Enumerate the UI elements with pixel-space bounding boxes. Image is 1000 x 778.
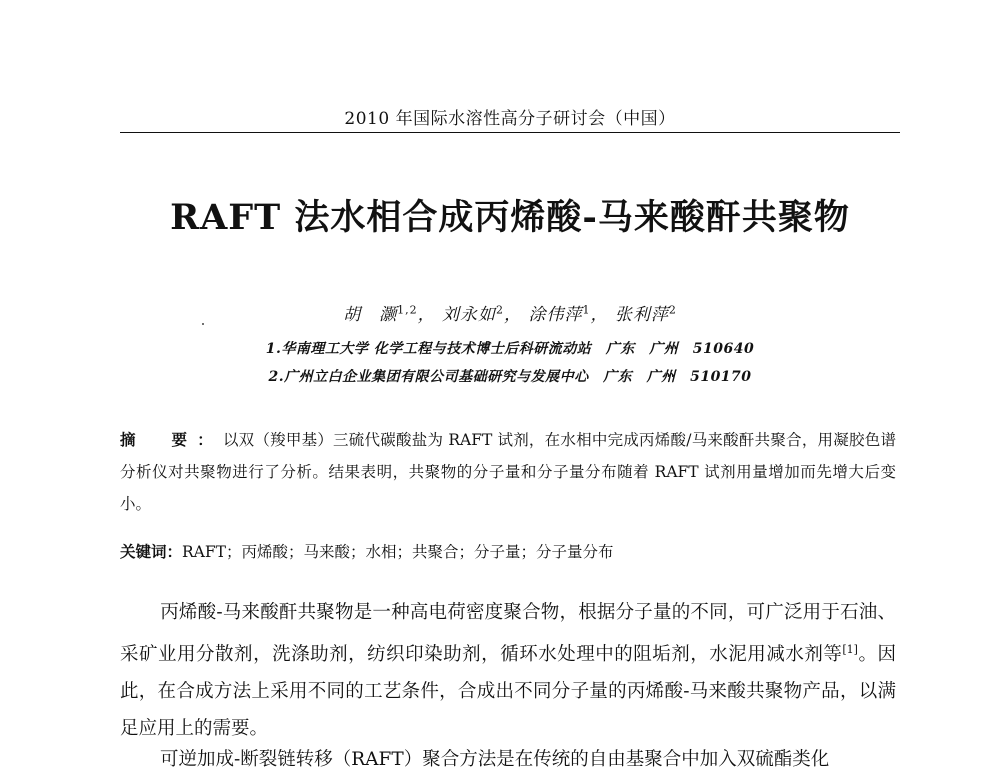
author-name: 胡 灏	[343, 305, 398, 325]
header-rule	[120, 132, 900, 133]
author-name: 张利萍	[614, 305, 669, 325]
conference-header: 2010 年国际水溶性高分子研讨会（中国）	[344, 109, 676, 129]
author-affil-sup: 2	[496, 303, 505, 317]
abstract-label: 摘 要：	[120, 430, 223, 449]
author-affil-sup: 1	[582, 303, 591, 317]
keywords-label: 关键词：	[120, 542, 183, 561]
keywords	[120, 536, 896, 568]
scan-speck	[202, 323, 204, 325]
paper-title: RAFT 法水相合成丙烯酸-马来酸酐共聚物	[170, 197, 850, 238]
author-affil-sup: 2	[668, 303, 677, 317]
affiliation-2: 2.广州立白企业集团有限公司基础研究与发展中心 广东 广州 510170	[268, 369, 752, 385]
body-text: 丙烯酸-马来酸酐共聚物是一种高电荷密度聚合物，根据分子量的不同，可广泛用于石油、采矿业用分散剂，洗涤助剂，纺织印染助剂，循环水处理中的阻垢剂，水泥用减水剂等	[120, 602, 896, 666]
body-paragraph-1	[120, 594, 896, 747]
body-text: 可逆加成-断裂链转移（RAFT）聚合方法是在传统的自由基聚合中加入双硫酯类化	[160, 749, 830, 770]
keywords-text: RAFT；丙烯酸；马来酸；水相；共聚合；分子量；分子量分布	[182, 543, 614, 561]
citation-ref: [1]	[842, 643, 858, 656]
body-text: 。因此，在合成方法上采用不同的工艺条件，合成出不同分子量的丙烯酸-马来酸共聚物产品，以满足应用上的需要。	[120, 644, 896, 740]
author-affil-sup: 1,2	[397, 303, 418, 317]
author-list: 胡 灏$^{1,2}$， 刘永如$^2$， 涂伟萍$^1$， 张利萍$^2$	[343, 303, 677, 325]
abstract-text: 以双（羧甲基）三硫代碳酸盐为 RAFT 试剂，在水相中完成丙烯酸/马来酸酐共聚合，用凝胶色谱分析仪对共聚物进行了分析。结果表明，共聚物的分子量和分子量分布随着 RAFT 试剂用量增加而先增大后变小。	[120, 431, 896, 513]
affiliation-1: 1.华南理工大学 化学工程与技术博士后科研流动站 广东 广州 510640	[265, 341, 755, 357]
abstract	[120, 424, 896, 520]
author-name: 涂伟萍	[528, 305, 583, 325]
author-name: 刘永如	[442, 305, 497, 325]
